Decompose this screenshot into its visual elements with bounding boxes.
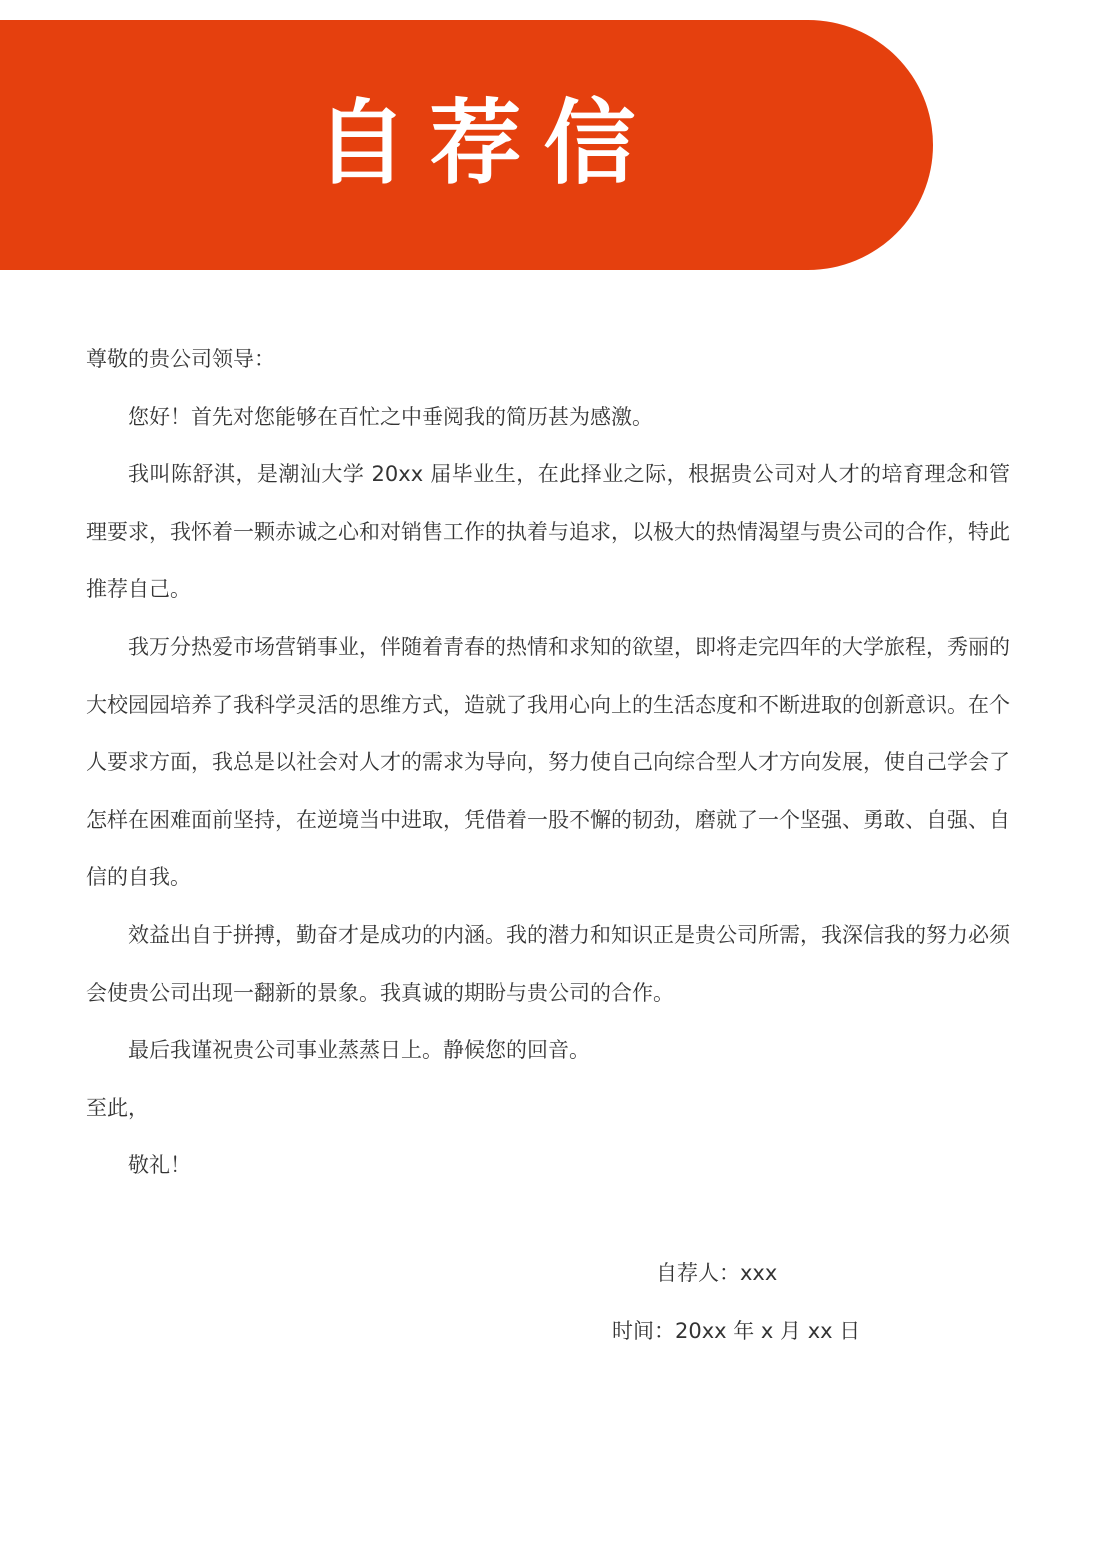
letter-paragraph: 我万分热爱市场营销事业，伴随着青春的热情和求知的欲望，即将走完四年的大学旅程，秀丽的大校园园培养了我科学灵活的思维方式，造就了我用心向上的生活态度和不断进取的创新意识。在个人要求方面，我总是以社会对人才的需求为导向，努力使自己向综合型人才方向发展，使自己学会了怎样在困难面前坚持，在逆境当中进取，凭借着一股不懈的韧劲，磨就了一个坚强、勇敢、自强、自信的自我。 (86, 634, 1010, 890)
letter-paragraph: 最后我谨祝贵公司事业蒸蒸日上。静候您的回音。 (128, 1038, 590, 1063)
letter-paragraph: 效益出自于拼搏，勤奋才是成功的内涵。我的潜力和知识正是贵公司所需，我深信我的努力必须会使贵公司出现一翻新的景象。我真诚的期盼与贵公司的合作。 (86, 922, 1010, 1005)
letter-body (86, 331, 1010, 1195)
page-title: 自荐信 (315, 90, 658, 197)
header-banner (0, 20, 933, 270)
regards-line: 敬礼！ (128, 1153, 191, 1178)
salutation: 尊敬的贵公司领导： (86, 347, 275, 371)
letter-paragraph: 您好！首先对您能够在百忙之中垂阅我的简历甚为感激。 (128, 404, 653, 429)
letter-paragraph: 我叫陈舒淇，是潮汕大学 20xx 届毕业生，在此择业之际，根据贵公司对人才的培育理念和管理要求，我怀着一颗赤诚之心和对销售工作的执着与追求，以极大的热情渴望与贵公司的合作，特此推荐自己。 (86, 462, 1010, 602)
signature-author: 自荐人：xxx (656, 1261, 778, 1285)
signature-date: 时间：20xx 年 x 月 xx 日 (612, 1319, 861, 1343)
closing-line: 至此， (86, 1095, 149, 1120)
